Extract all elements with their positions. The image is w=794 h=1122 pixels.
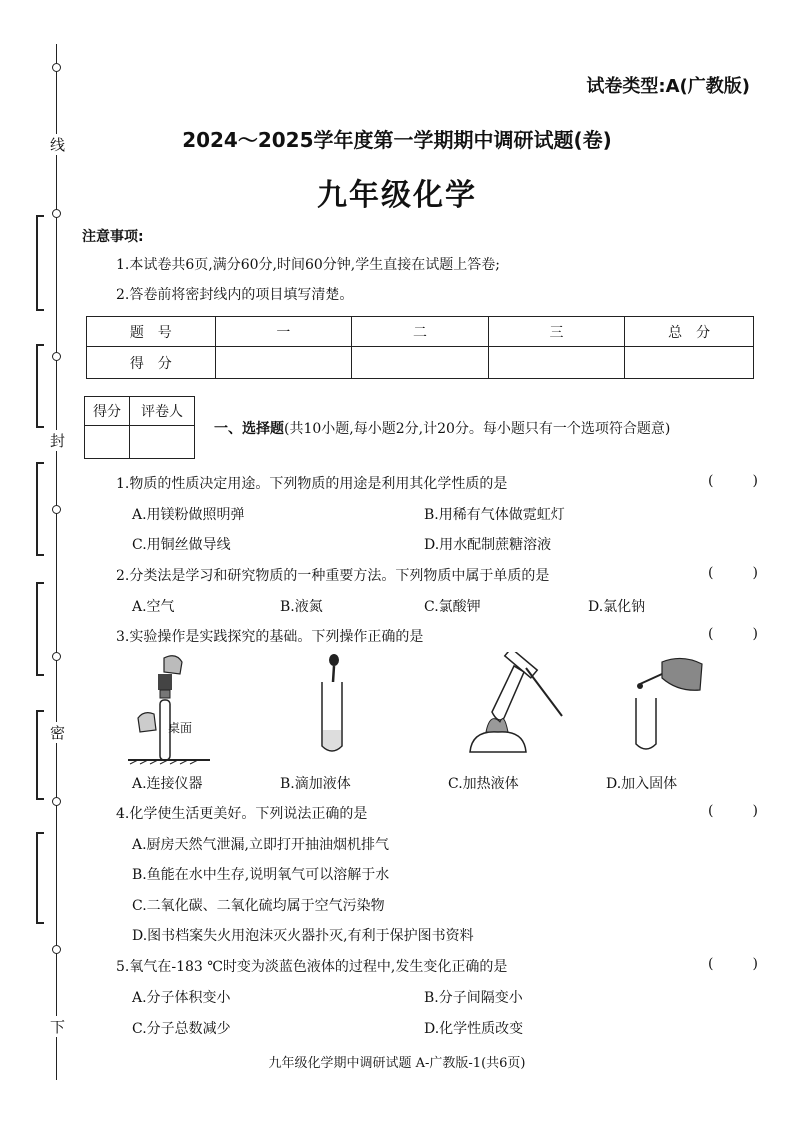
score-table-header: 一 bbox=[215, 317, 352, 347]
margin-bracket bbox=[36, 462, 44, 556]
score-table bbox=[86, 316, 754, 379]
option: C.用铜丝做导线 bbox=[132, 537, 231, 553]
answer-bracket[interactable] bbox=[708, 565, 758, 581]
paren-open: ( bbox=[708, 803, 714, 819]
score-cell[interactable] bbox=[352, 347, 489, 379]
option: D.氯化钠 bbox=[588, 599, 646, 615]
margin-circle bbox=[52, 797, 61, 806]
question-stem: 1.物质的性质决定用途。下列物质的用途是利用其化学性质的是 bbox=[116, 476, 508, 492]
paren-close: ) bbox=[752, 956, 758, 972]
score-cell[interactable] bbox=[215, 347, 352, 379]
grader-score-cell[interactable] bbox=[85, 426, 130, 459]
margin-char-mi: 密 bbox=[50, 724, 66, 742]
note-item: 2.答卷前将密封线内的项目填写清楚。 bbox=[116, 287, 354, 303]
option: D.加入固体 bbox=[606, 776, 678, 792]
question-stem: 5.氧气在-183 ℃时变为淡蓝色液体的过程中,发生变化正确的是 bbox=[116, 959, 508, 975]
margin-bracket bbox=[36, 215, 44, 311]
margin-circle bbox=[52, 63, 61, 72]
score-table-header: 三 bbox=[488, 317, 625, 347]
option: D.用水配制蔗糖溶液 bbox=[424, 537, 552, 553]
paper-type-label: 试卷类型:A(广教版) bbox=[586, 76, 750, 97]
subject-title: 九年级化学 bbox=[317, 178, 477, 213]
option: B.用稀有气体做霓虹灯 bbox=[424, 507, 565, 523]
margin-char-xia: 下 bbox=[50, 1018, 66, 1036]
score-cell[interactable] bbox=[625, 347, 754, 379]
option: B.液氮 bbox=[280, 599, 323, 615]
paren-open: ( bbox=[708, 565, 714, 581]
score-table-header: 题 号 bbox=[87, 317, 216, 347]
question-stem: 3.实验操作是实践探究的基础。下列操作正确的是 bbox=[116, 629, 424, 645]
page-footer: 九年级化学期中调研试题 A-广教版-1(共6页) bbox=[268, 1056, 526, 1071]
option: B.滴加液体 bbox=[280, 776, 351, 792]
paren-close: ) bbox=[752, 473, 758, 489]
paren-close: ) bbox=[752, 626, 758, 642]
margin-bracket bbox=[36, 710, 44, 800]
option: C.二氧化碳、二氧化硫均属于空气污染物 bbox=[132, 898, 385, 914]
notes-heading: 注意事项: bbox=[82, 229, 144, 245]
margin-bracket bbox=[36, 344, 44, 428]
grader-box bbox=[84, 396, 195, 459]
answer-bracket[interactable] bbox=[708, 473, 758, 489]
option: B.鱼能在水中生存,说明氧气可以溶解于水 bbox=[132, 867, 390, 883]
option: A.用镁粉做照明弹 bbox=[132, 507, 245, 523]
margin-char-feng: 封 bbox=[50, 432, 66, 450]
grader-score-label: 得分 bbox=[85, 397, 130, 426]
paren-open: ( bbox=[708, 956, 714, 972]
answer-bracket[interactable] bbox=[708, 626, 758, 642]
margin-circle bbox=[52, 652, 61, 661]
score-table-header: 总 分 bbox=[625, 317, 754, 347]
question-stem: 2.分类法是学习和研究物质的一种重要方法。下列物质中属于单质的是 bbox=[116, 568, 550, 584]
score-cell[interactable] bbox=[488, 347, 625, 379]
margin-bracket bbox=[36, 582, 44, 676]
figure-label-desk: 桌面 bbox=[168, 721, 193, 735]
option: A.连接仪器 bbox=[132, 776, 203, 792]
option: C.加热液体 bbox=[448, 776, 519, 792]
margin-circle bbox=[52, 352, 61, 361]
note-item: 1.本试卷共6页,满分60分,时间60分钟,学生直接在试题上答卷; bbox=[116, 257, 500, 273]
margin-circle bbox=[52, 945, 61, 954]
paren-close: ) bbox=[752, 803, 758, 819]
score-row-label: 得 分 bbox=[87, 347, 216, 379]
option: B.分子间隔变小 bbox=[424, 990, 523, 1006]
option: A.分子体积变小 bbox=[132, 990, 231, 1006]
option: A.厨房天然气泄漏,立即打开抽油烟机排气 bbox=[132, 837, 390, 853]
grader-name-cell[interactable] bbox=[130, 426, 195, 459]
paren-open: ( bbox=[708, 473, 714, 489]
option: C.氯酸钾 bbox=[424, 599, 481, 615]
paren-open: ( bbox=[708, 626, 714, 642]
section-title-rest: (共10小题,每小题2分,计20分。每小题只有一个选项符合题意) bbox=[284, 421, 671, 437]
option: C.分子总数减少 bbox=[132, 1021, 231, 1037]
grader-name-label: 评卷人 bbox=[130, 397, 195, 426]
section-title-bold: 一、选择题 bbox=[214, 421, 284, 437]
margin-circle bbox=[52, 505, 61, 514]
figure-connect-instruments bbox=[124, 652, 214, 770]
paren-close: ) bbox=[752, 565, 758, 581]
question-stem: 4.化学使生活更美好。下列说法正确的是 bbox=[116, 806, 368, 822]
answer-bracket[interactable] bbox=[708, 956, 758, 972]
option: A.空气 bbox=[132, 599, 175, 615]
option: D.图书档案失火用泡沫灭火器扑灭,有利于保护图书资料 bbox=[132, 928, 474, 944]
exam-title: 2024～2025学年度第一学期期中调研试题(卷) bbox=[182, 128, 612, 152]
section-title bbox=[214, 418, 670, 438]
score-table-header: 二 bbox=[352, 317, 489, 347]
figure-drop-liquid bbox=[304, 652, 364, 756]
figure-heat-liquid bbox=[464, 652, 568, 756]
margin-bracket bbox=[36, 832, 44, 924]
figure-add-solid bbox=[622, 652, 706, 756]
answer-bracket[interactable] bbox=[708, 803, 758, 819]
margin-char-xian: 线 bbox=[50, 136, 66, 154]
option: D.化学性质改变 bbox=[424, 1021, 524, 1037]
